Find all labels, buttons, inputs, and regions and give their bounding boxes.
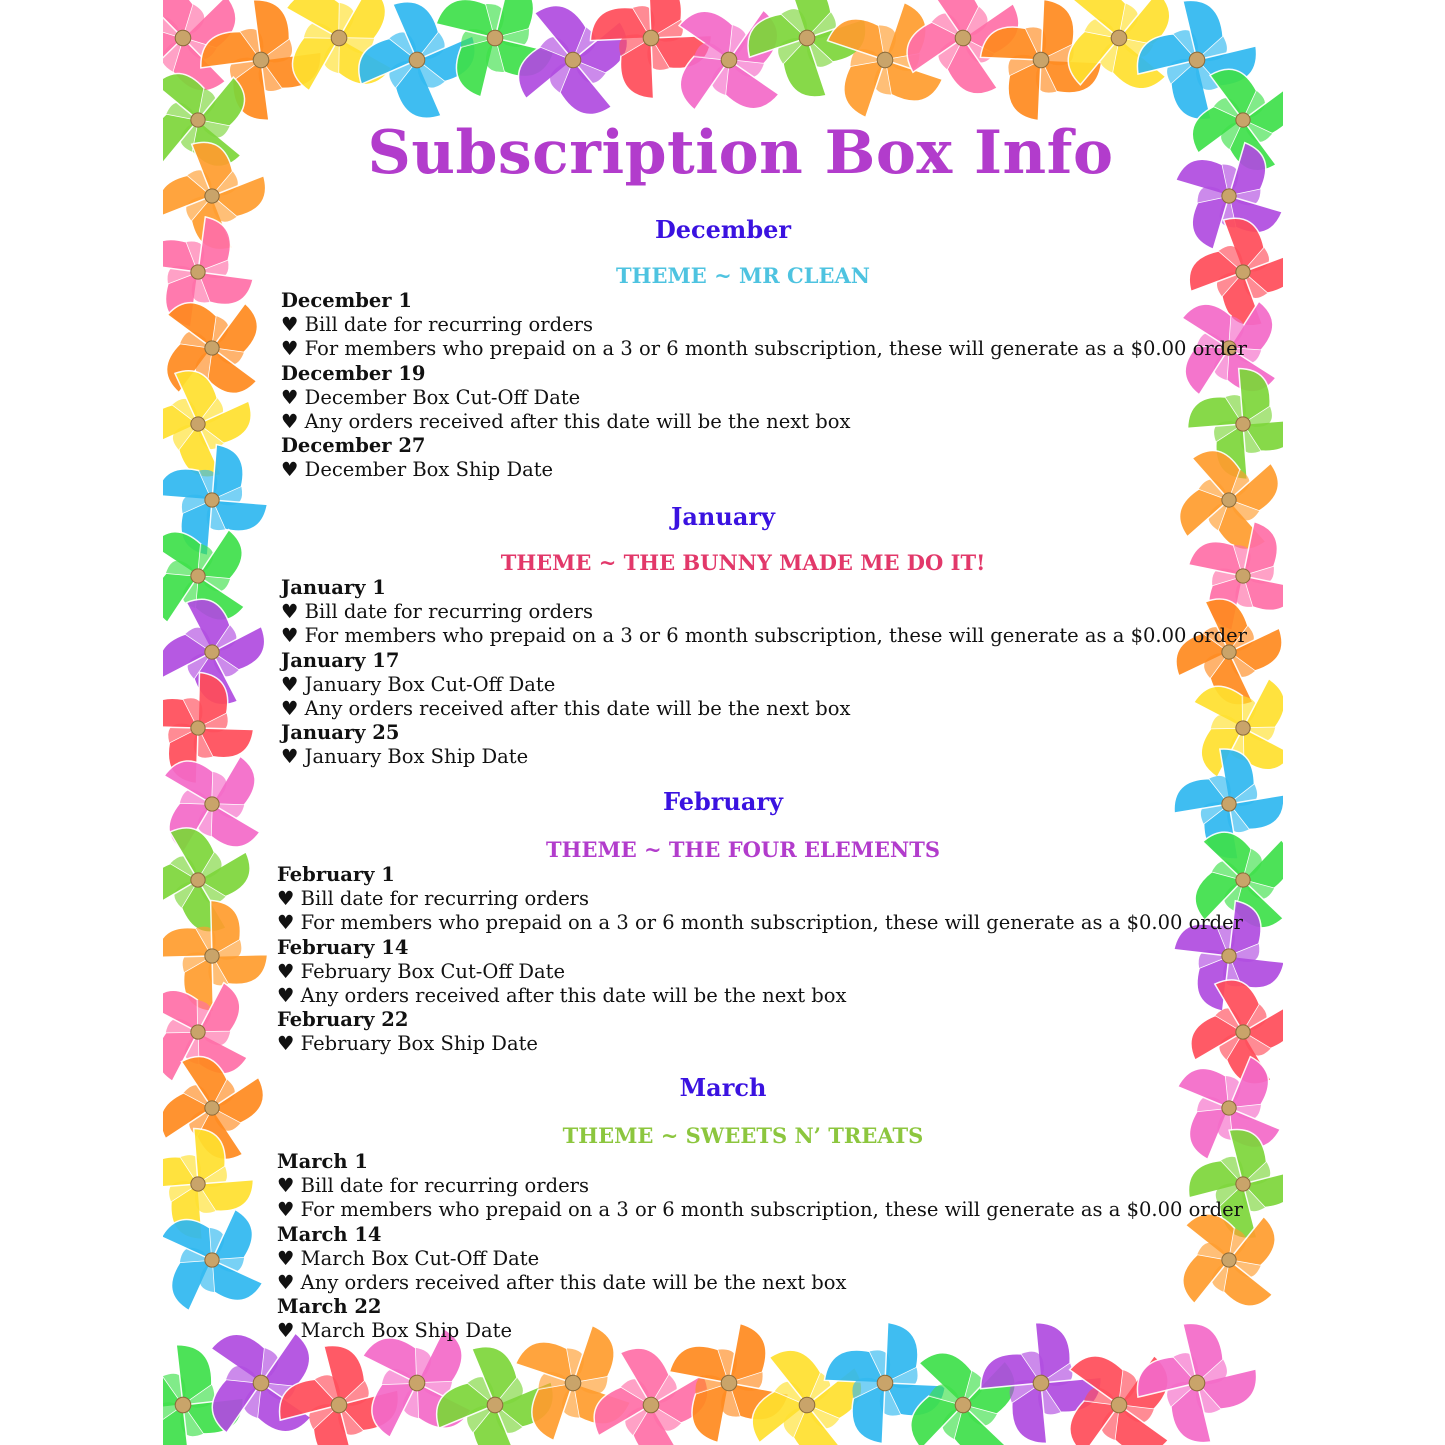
schedule-february	[277, 863, 1243, 1057]
list-item: ♥ March Box Cut-Off Date	[277, 1246, 540, 1270]
date-label: March 22	[277, 1295, 382, 1319]
month-heading-february: February	[662, 787, 783, 816]
list-item: ♥ Bill date for recurring orders	[281, 313, 593, 337]
list-item: ♥ February Box Ship Date	[277, 1032, 538, 1056]
date-label: February 22	[277, 1008, 409, 1032]
list-item: ♥ Bill date for recurring orders	[277, 1174, 589, 1198]
list-item: ♥ January Box Ship Date	[281, 745, 529, 769]
schedule-march	[277, 1150, 1243, 1344]
content	[163, 0, 1283, 1445]
theme-february: THEME ~ THE FOUR ELEMENTS	[545, 837, 941, 862]
theme-january: THEME ~ THE BUNNY MADE ME DO IT!	[500, 550, 986, 575]
list-item: ♥ For members who prepaid on a 3 or 6 month subscription, these will generate as a $0.00 order	[277, 1198, 1244, 1222]
list-item: ♥ For members who prepaid on a 3 or 6 month subscription, these will generate as a $0.00 order	[277, 911, 1244, 935]
date-label: March 1	[277, 1150, 368, 1173]
month-heading-january: January	[671, 502, 775, 531]
date-label: January 17	[281, 648, 400, 672]
list-item: ♥ Any orders received after this date will be the next box	[277, 1271, 847, 1295]
month-heading-march: March	[679, 1073, 767, 1102]
list-item: ♥ January Box Cut-Off Date	[281, 672, 556, 696]
theme-december: THEME ~ MR CLEAN	[616, 263, 870, 288]
date-label: December 27	[281, 434, 426, 458]
flyer-page	[163, 0, 1283, 1445]
date-label: January 25	[281, 721, 400, 745]
list-item: ♥ Bill date for recurring orders	[281, 600, 593, 624]
list-item: ♥ Any orders received after this date will be the next box	[281, 697, 851, 721]
date-label: December 19	[281, 361, 426, 385]
list-item: ♥ February Box Cut-Off Date	[277, 959, 566, 983]
schedule-january	[281, 576, 1247, 770]
list-item: ♥ Any orders received after this date will be the next box	[281, 410, 851, 434]
list-item: ♥ Bill date for recurring orders	[277, 887, 589, 911]
list-item: ♥ For members who prepaid on a 3 or 6 month subscription, these will generate as a $0.00 order	[281, 624, 1248, 648]
list-item: ♥ For members who prepaid on a 3 or 6 month subscription, these will generate as a $0.00 order	[281, 337, 1248, 361]
list-item: ♥ Any orders received after this date will be the next box	[277, 984, 847, 1008]
date-label: March 14	[277, 1222, 382, 1246]
date-label: January 1	[281, 576, 386, 599]
date-label: December 1	[281, 289, 412, 312]
list-item: ♥ December Box Ship Date	[281, 458, 554, 482]
page-title: Subscription Box Info	[367, 118, 1114, 188]
list-item: ♥ December Box Cut-Off Date	[281, 385, 581, 409]
theme-march: THEME ~ SWEETS N’ TREATS	[562, 1123, 924, 1148]
list-item: ♥ March Box Ship Date	[277, 1319, 513, 1343]
month-heading-december: December	[654, 215, 792, 244]
date-label: February 1	[277, 863, 395, 886]
date-label: February 14	[277, 935, 409, 959]
schedule-december	[281, 289, 1247, 483]
